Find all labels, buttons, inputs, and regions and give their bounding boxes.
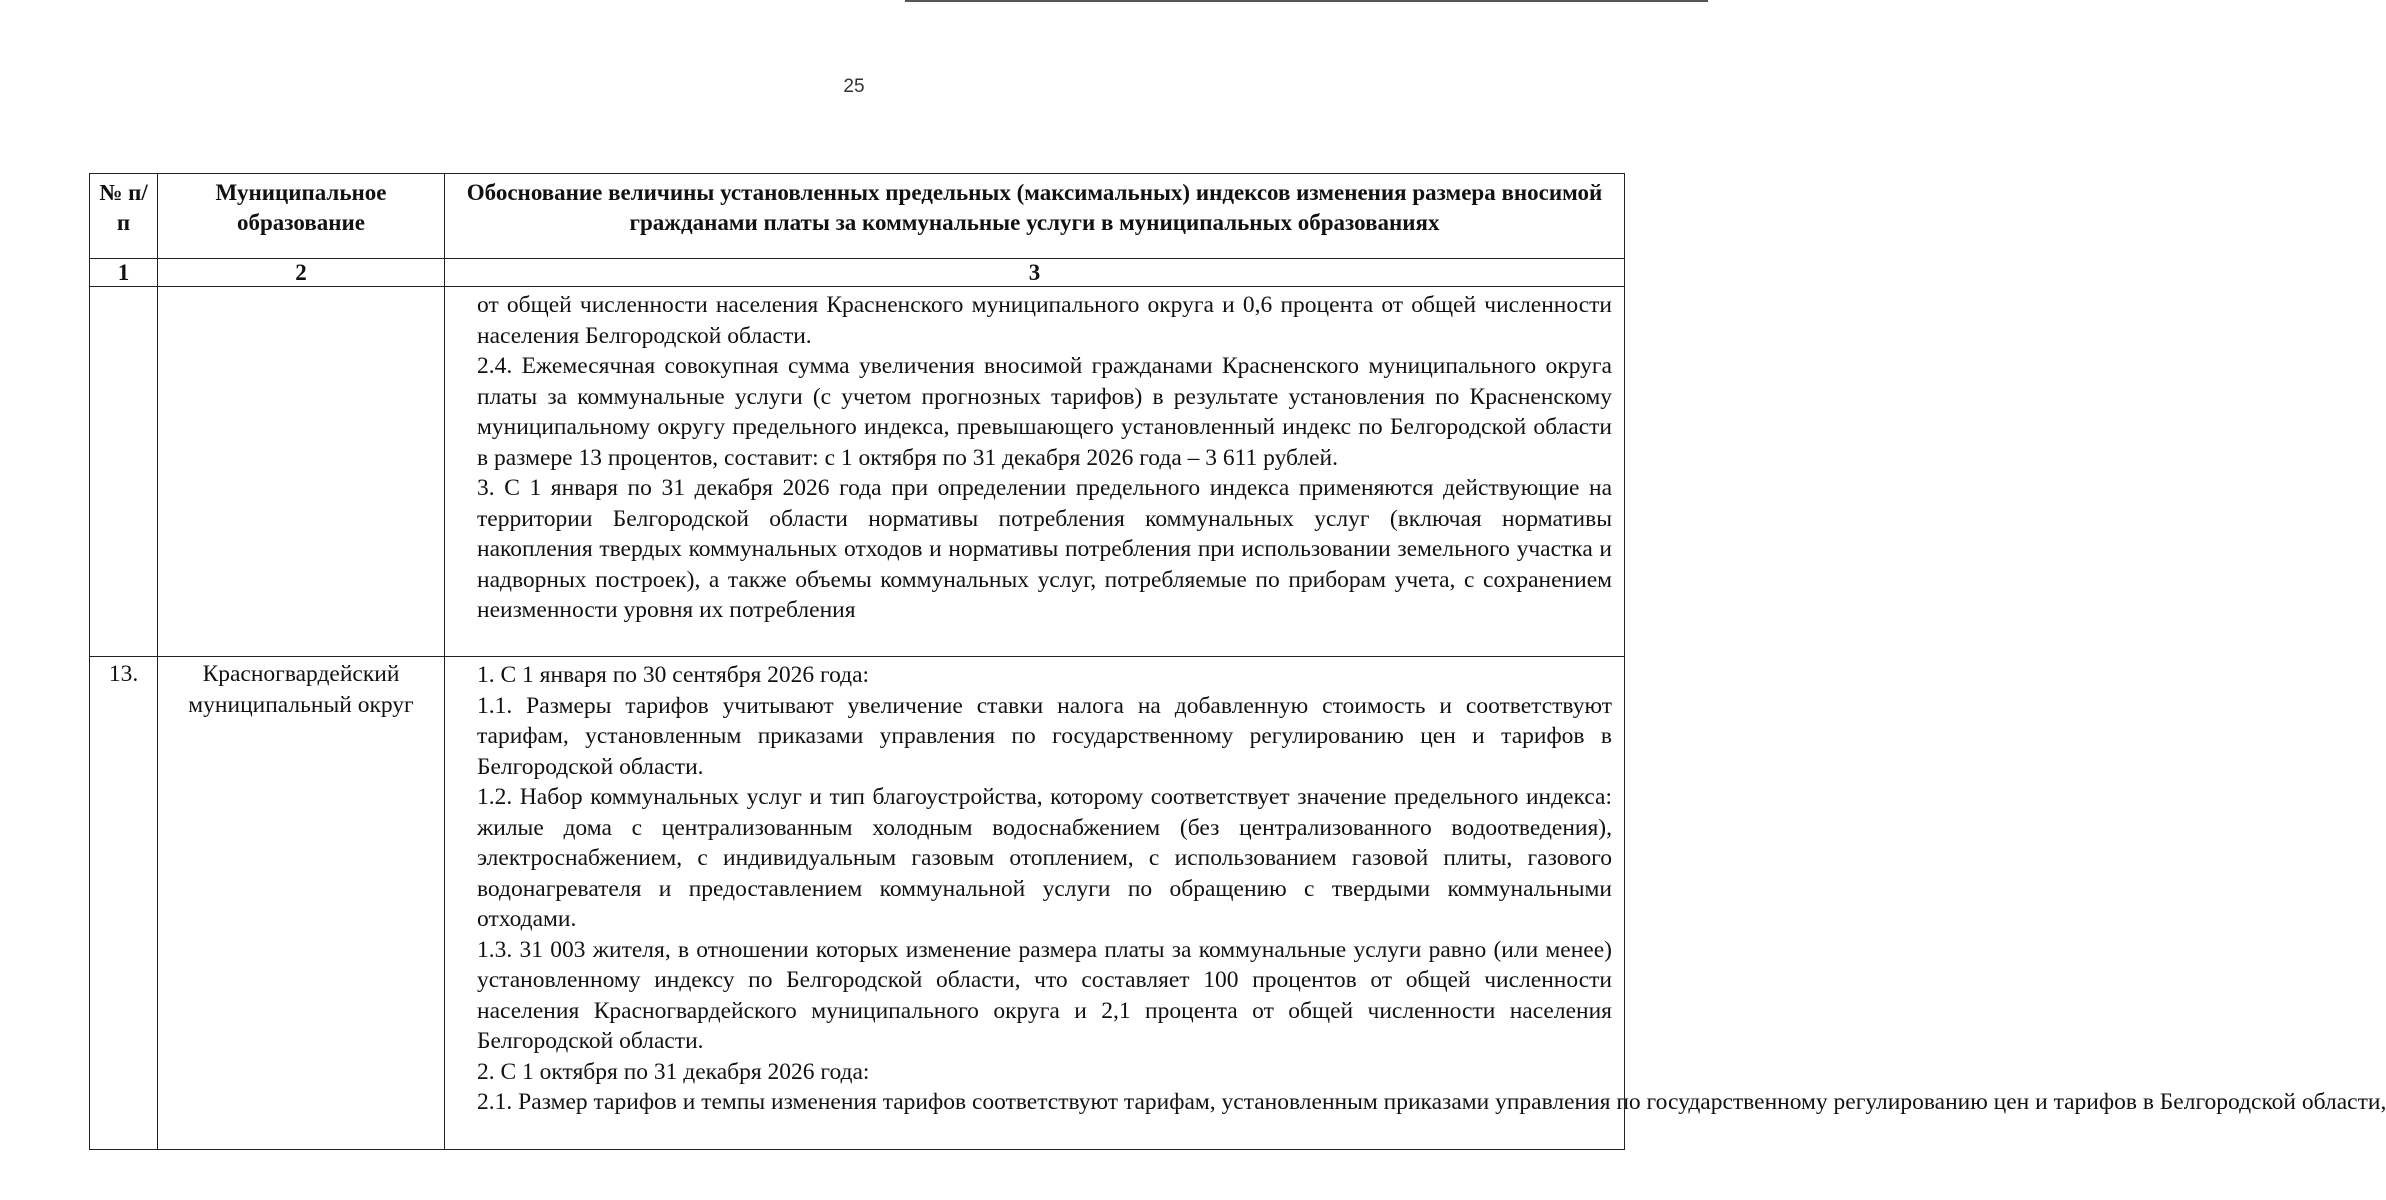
row-number	[90, 287, 158, 657]
paragraph: от общей численности населения Красненского муниципального округа и 0,6 процента от общей численности населения Белгородской области.	[477, 292, 1612, 349]
page-number: 25	[843, 76, 865, 97]
header-justification: Обоснование величины установленных предельных (максимальных) индексов изменения размера вносимой гражданами платы за коммунальные услуги в муниципальных образованиях	[445, 174, 1625, 259]
header-number: № п/п	[90, 174, 158, 259]
top-rule	[905, 0, 1708, 2]
row-municipality: Красногвардейский муниципальный округ	[158, 657, 445, 1150]
paragraph: 2. С 1 октября по 31 декабря 2026 года:	[477, 1058, 870, 1085]
paragraph: 1.3. 31 003 жителя, в отношении которых изменение размера платы за коммунальные услуги равно (или менее) установленному индексу по Белгородской области, что составляет 100 процентов от общей численности населения Красногвардейского муниципального округа и 2,1 процента от общей численности населения Белгородской области.	[477, 936, 1612, 1054]
column-index-3: 3	[445, 259, 1625, 287]
row-number: 13.	[90, 657, 158, 1150]
column-index-2: 2	[158, 259, 445, 287]
paragraph: 2.1. Размер тарифов и темпы изменения тарифов соответствуют тарифам, установленным приказами управления по государственному регулированию цен и тарифов в Белгородской области,	[477, 1089, 2386, 1115]
header-row	[90, 174, 1625, 259]
paragraph: 3. С 1 января по 31 декабря 2026 года при определении предельного индекса применяются действующие на территории Белгородской области нормативы потребления коммунальных услуг (включая нормативы накопления твердых коммунальных отходов и нормативы потребления при использовании земельного участка и надворных построек), а также объемы коммунальных услуг, потребляемые по приборам учета, с сохранением неизменности уровня их потребления	[477, 475, 1612, 623]
row-justification	[445, 657, 2386, 1150]
justification-table	[89, 173, 2386, 1150]
header-municipality: Муниципальное образование	[158, 174, 445, 259]
row-justification	[445, 287, 1625, 657]
paragraph: 1. С 1 января по 30 сентября 2026 года:	[477, 662, 870, 688]
column-index-row	[90, 259, 1625, 287]
table-row	[90, 657, 1625, 1150]
column-index-1: 1	[90, 259, 158, 287]
row-municipality	[158, 287, 445, 657]
paragraph: 2.4. Ежемесячная совокупная сумма увеличения вносимой гражданами Красненского муниципального округа платы за коммунальные услуги (с учетом прогнозных тарифов) в результате установления по Красненскому муниципальному округу предельного индекса, превышающего установленный индекс по Белгородской области в размере 13 процентов, составит: с 1 октября по 31 декабря 2026 года – 3 611 рублей.	[477, 353, 1612, 471]
paragraph: 1.1. Размеры тарифов учитывают увеличение ставки налога на добавленную стоимость и соответствуют тарифам, установленным приказами управления по государственному регулированию цен и тарифов в Белгородской области.	[477, 692, 1612, 780]
table-row	[90, 287, 1625, 657]
paragraph: 1.2. Набор коммунальных услуг и тип благоустройства, которому соответствует значение предельного индекса: жилые дома с централизованным холодным водоснабжением (без централизованного водоотведения), электроснабжением, с индивидуальным газовым отоплением, с использованием газовой плиты, газового водонагревателя и предоставлением коммунальной услуги по обращению с твердыми коммунальными отходами.	[477, 784, 1612, 932]
